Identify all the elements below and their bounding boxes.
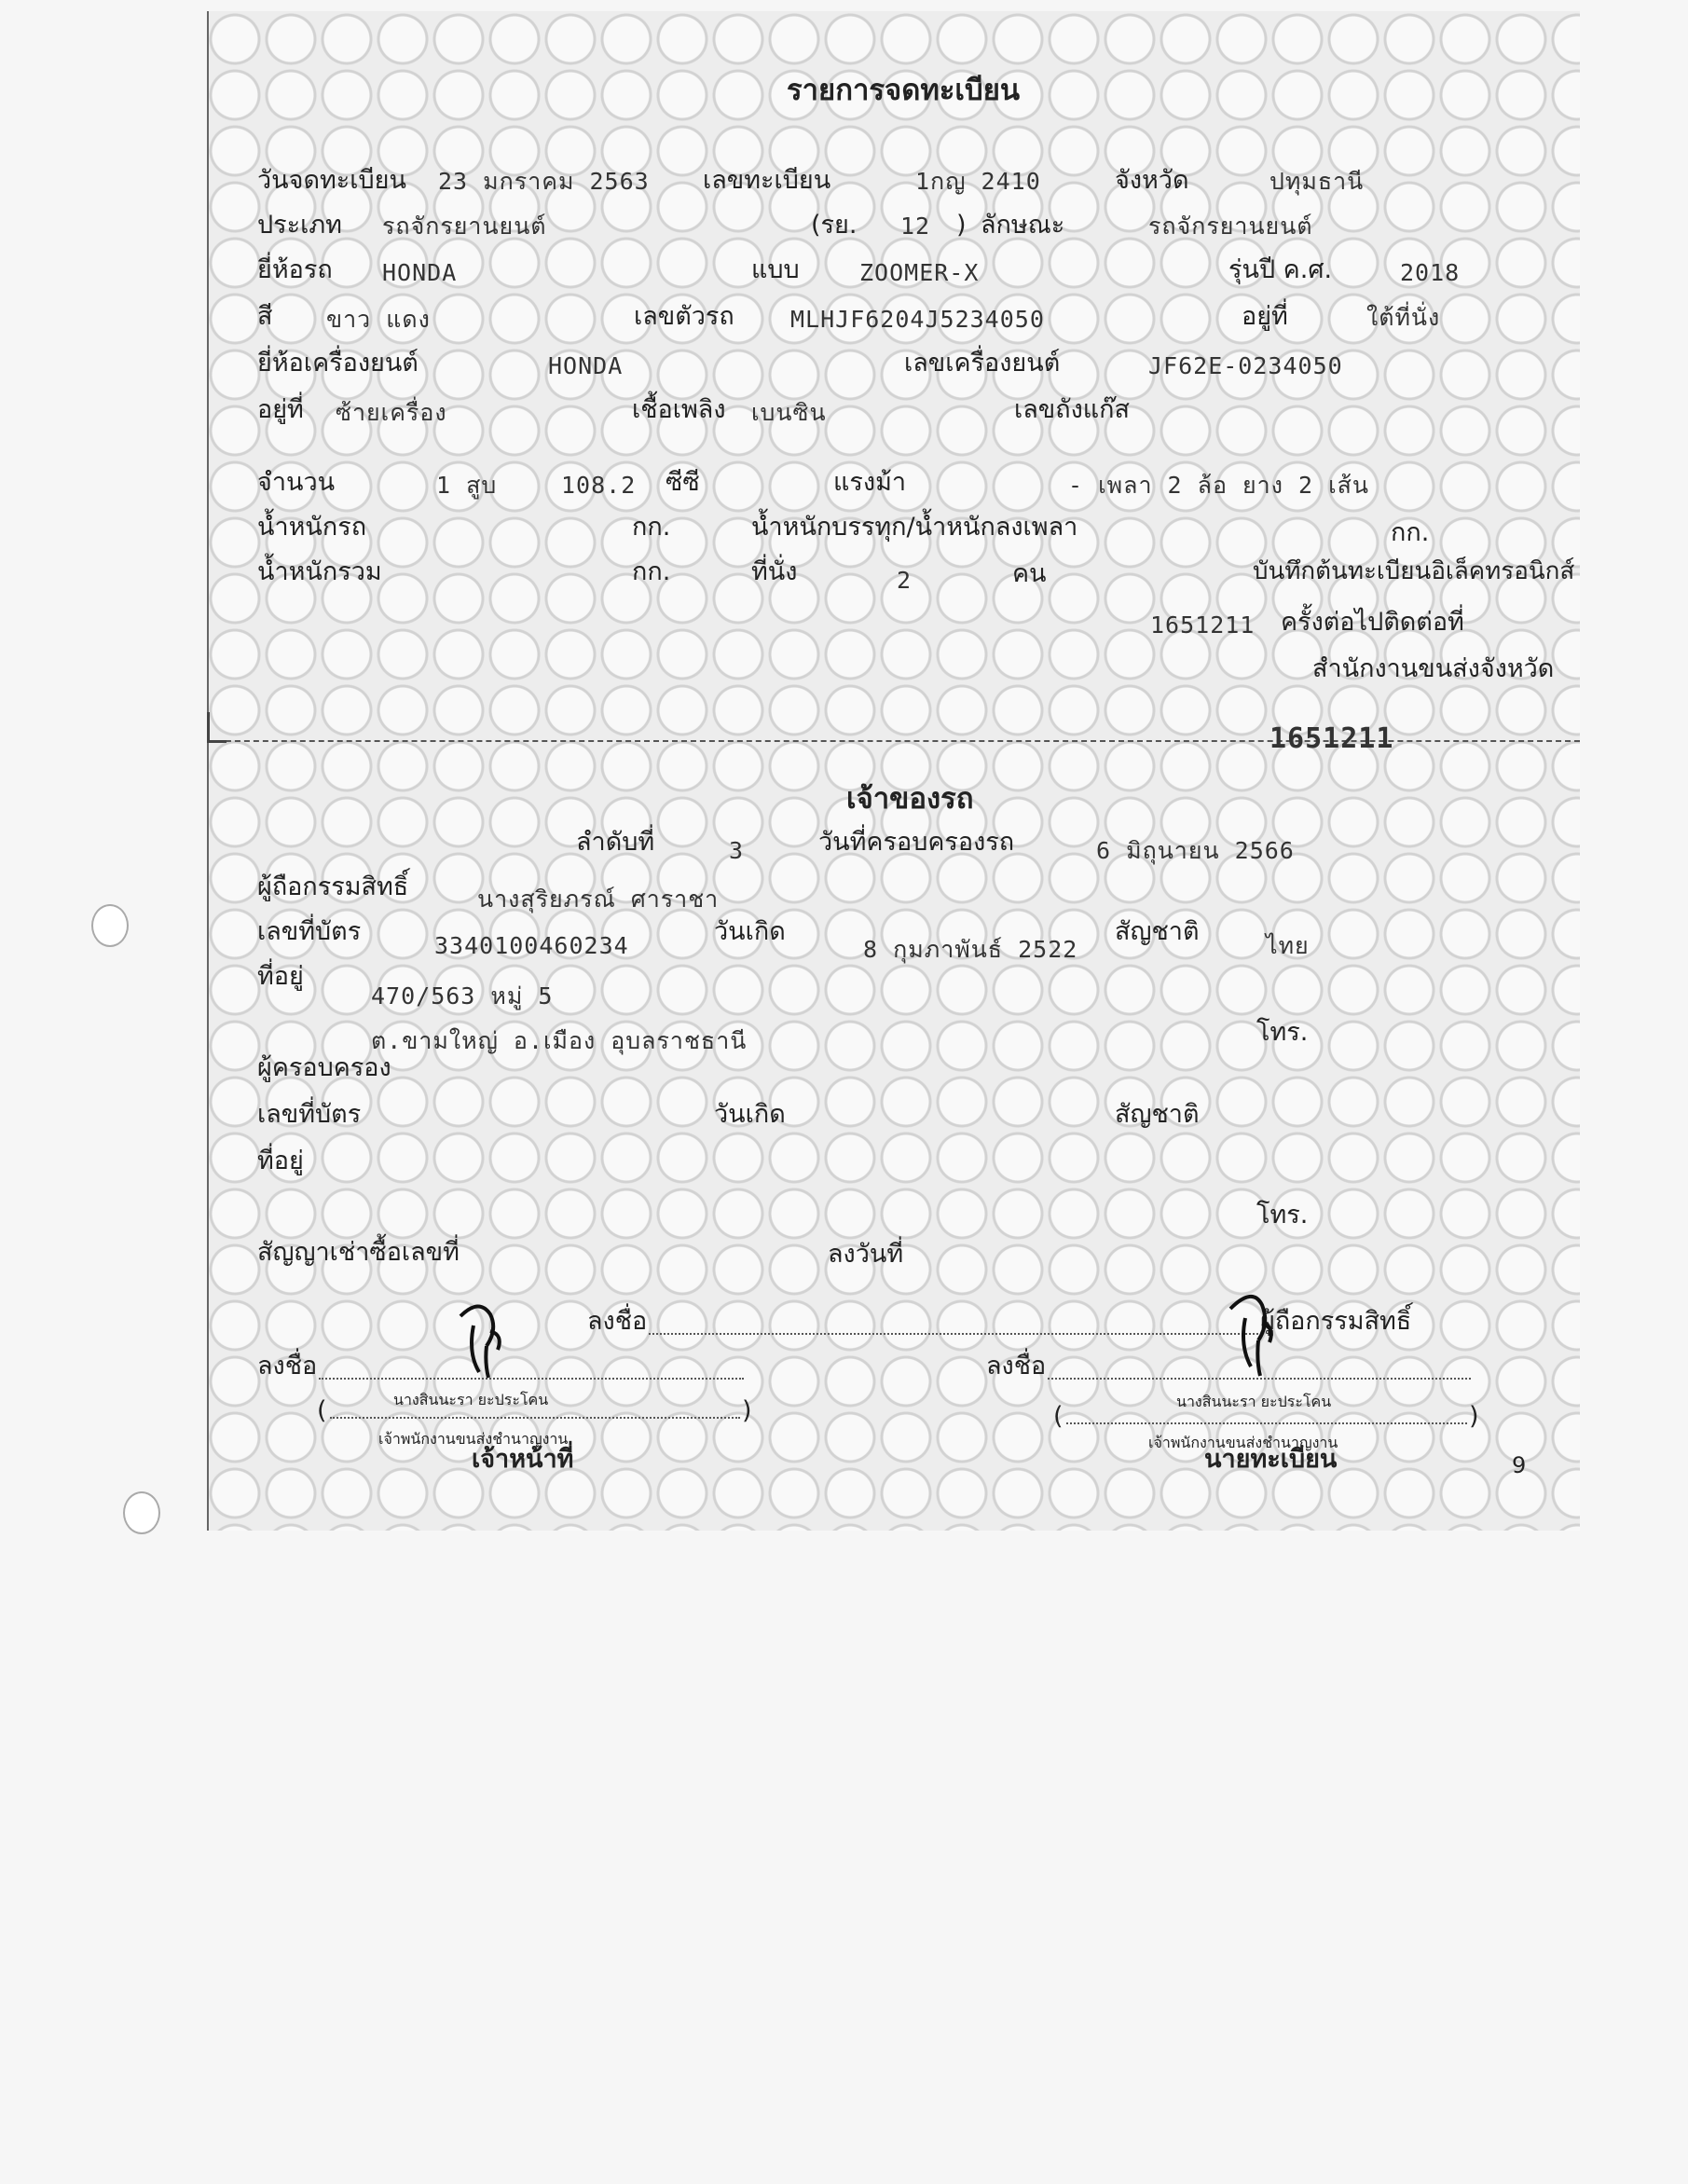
holder-sign-label: ลงชื่อ: [587, 1307, 648, 1336]
possessor-nationality-label: สัญชาติ: [1115, 1100, 1200, 1129]
ereg-label: บันทึกต้นทะเบียนอิเล็คทรอนิกส์: [1253, 557, 1575, 585]
load-label: น้ำหนักบรรทุก/น้ำหนักลงเพลา: [751, 513, 1078, 542]
left-name-dots: [330, 1417, 740, 1419]
hp-label: แรงม้า: [833, 468, 907, 497]
left-officer-name: นางสินนะรา ยะประโคน: [393, 1391, 549, 1408]
right-officer-name: นางสินนะรา ยะประโคน: [1176, 1393, 1332, 1410]
form-left-border: [207, 11, 209, 1531]
right-signature: [1221, 1286, 1296, 1380]
count-value: 1 สูบ: [436, 472, 498, 499]
axle-value: - เพลา 2 ล้อ ยาง 2 เส้น: [1068, 472, 1369, 499]
left-officer-role: เจ้าหน้าที่: [472, 1445, 574, 1474]
chassis-loc-label: อยู่ที่: [1242, 302, 1288, 331]
seats-value: 2: [897, 567, 913, 594]
persons-label: คน: [1012, 559, 1047, 588]
registration-sheet: [207, 11, 1580, 1531]
type-value: รถจักรยานยนต์: [382, 213, 547, 240]
engine-brand-value: HONDA: [548, 352, 624, 379]
ereg-number: 1651211: [1150, 611, 1256, 639]
page-number-bottom: 9: [1512, 1452, 1527, 1478]
punch-hole-bottom: [123, 1491, 160, 1534]
engine-loc-label: อยู่ที่: [257, 395, 304, 424]
birth-label: วันเกิด: [714, 917, 786, 946]
registration-title: รายการจดทะเบียน: [787, 74, 1021, 107]
holder-sign-dots: [649, 1333, 1258, 1335]
possession-label: วันที่ครอบครองรถ: [818, 828, 1015, 857]
load-kg: กก.: [1391, 518, 1430, 547]
owner-title: เจ้าของรถ: [846, 782, 974, 816]
color-label: สี: [257, 302, 273, 331]
chassis-value: MLHJF6204J5234050: [790, 306, 1045, 333]
order-value: 3: [729, 837, 745, 864]
holder-name: นางสุริยภรณ์ ศาราชา: [477, 886, 720, 913]
possessor-address-label: ที่อยู่: [257, 1147, 304, 1175]
nationality-value: ไทย: [1266, 932, 1310, 959]
punch-hole-top: [91, 904, 129, 947]
possessor-label: ผู้ครอบครอง: [257, 1053, 391, 1082]
address-line2: ต.ขามใหญ่ อ.เมือง อุบลราชธานี: [371, 1027, 748, 1054]
date-value: 23 มกราคม 2563: [438, 168, 650, 195]
province-value: ปทุมธานี: [1269, 168, 1365, 195]
cc-label: ซีซี: [666, 468, 700, 497]
right-sign-label: ลงชื่อ: [986, 1352, 1047, 1380]
province-label: จังหวัด: [1115, 166, 1189, 195]
model-label: แบบ: [751, 255, 800, 284]
nationality-label: สัญชาติ: [1115, 917, 1200, 946]
tel-label: โทร.: [1256, 1018, 1309, 1047]
possessor-birth-label: วันเกิด: [714, 1100, 786, 1129]
address-label: ที่อยู่: [257, 962, 304, 991]
plate-value: 1กญ 2410: [915, 168, 1041, 195]
style-value: รถจักรยานยนต์: [1148, 213, 1313, 240]
left-paren-open: (: [317, 1396, 327, 1425]
chassis-loc-value: ใต้ที่นั่ง: [1366, 304, 1441, 331]
right-officer-role: นายทะเบียน: [1204, 1445, 1338, 1474]
holder-label: ผู้ถือกรรมสิทธิ์: [257, 872, 409, 901]
style-label: ลักษณะ: [981, 211, 1065, 240]
engine-no-label: เลขเครื่องยนต์: [904, 349, 1061, 378]
code-value: 12: [900, 213, 931, 240]
count-label: จำนวน: [257, 468, 336, 497]
weight-kg: กก.: [632, 513, 671, 542]
type-label: ประเภท: [257, 211, 342, 240]
right-paren-open: (: [1053, 1402, 1064, 1431]
color-value: ขาว แดง: [326, 306, 431, 333]
address-line1: 470/563 หมู่ 5: [371, 982, 554, 1010]
tear-corner: [207, 712, 226, 743]
right-paren-close: ): [1469, 1402, 1479, 1431]
contract-label: สัญญาเช่าซื้อเลขที่: [257, 1238, 460, 1267]
left-sign-label: ลงชื่อ: [257, 1352, 318, 1380]
birth-value: 8 กุมภาพันธ์ 2522: [863, 936, 1078, 963]
left-paren-close: ): [742, 1396, 752, 1425]
total-weight-kg: กก.: [632, 557, 671, 586]
plate-label: เลขทะเบียน: [703, 166, 831, 195]
engine-no-value: JF62E-0234050: [1148, 352, 1343, 379]
brand-label: ยี่ห้อรถ: [257, 255, 333, 284]
id-value: 3340100460234: [434, 932, 629, 959]
gas-label: เลขถังแก๊ส: [1014, 395, 1130, 424]
id-label: เลขที่บัตร: [257, 917, 362, 946]
date-label: วันจดทะเบียน: [257, 166, 406, 195]
model-value: ZOOMER-X: [859, 259, 980, 286]
tear-number: 1651211: [1269, 722, 1394, 755]
code-open: (รย.: [811, 211, 858, 240]
holder-sign-suffix: ผู้ถือกรรมสิทธิ์: [1260, 1307, 1412, 1336]
engine-loc-value: ซ้ายเครื่อง: [336, 399, 447, 426]
order-label: ลำดับที่: [576, 828, 655, 857]
code-close: ): [956, 211, 967, 240]
possessor-tel-label: โทร.: [1256, 1201, 1309, 1229]
chassis-label: เลขตัวรถ: [634, 302, 734, 331]
left-sign-dots: [319, 1378, 744, 1380]
fuel-label: เชื้อเพลิง: [632, 395, 726, 424]
engine-brand-label: ยี่ห้อเครื่องยนต์: [257, 349, 419, 378]
brand-value: HONDA: [382, 259, 458, 286]
possession-value: 6 มิถุนายน 2566: [1096, 837, 1295, 864]
fuel-value: เบนซิน: [751, 399, 827, 426]
total-weight-label: น้ำหนักรวม: [257, 557, 382, 586]
left-signature: [451, 1298, 526, 1381]
contract-date-label: ลงวันที่: [828, 1240, 904, 1269]
possessor-id-label: เลขที่บัตร: [257, 1100, 362, 1129]
seats-label: ที่นั่ง: [751, 557, 798, 586]
year-label: รุ่นปี ค.ศ.: [1228, 255, 1333, 284]
left-officer-stamp: เจ้าพนักงานขนส่งชำนาญงาน: [378, 1430, 569, 1448]
year-value: 2018: [1400, 259, 1461, 286]
right-officer-stamp: เจ้าพนักงานขนส่งชำนาญงาน: [1148, 1434, 1338, 1451]
office-label: สำนักงานขนส่งจังหวัด: [1312, 654, 1555, 683]
cc-value: 108.2: [561, 472, 637, 499]
weight-label: น้ำหนักรถ: [257, 513, 367, 542]
right-name-dots: [1066, 1422, 1467, 1424]
contact-label: ครั้งต่อไปติดต่อที่: [1281, 608, 1464, 637]
